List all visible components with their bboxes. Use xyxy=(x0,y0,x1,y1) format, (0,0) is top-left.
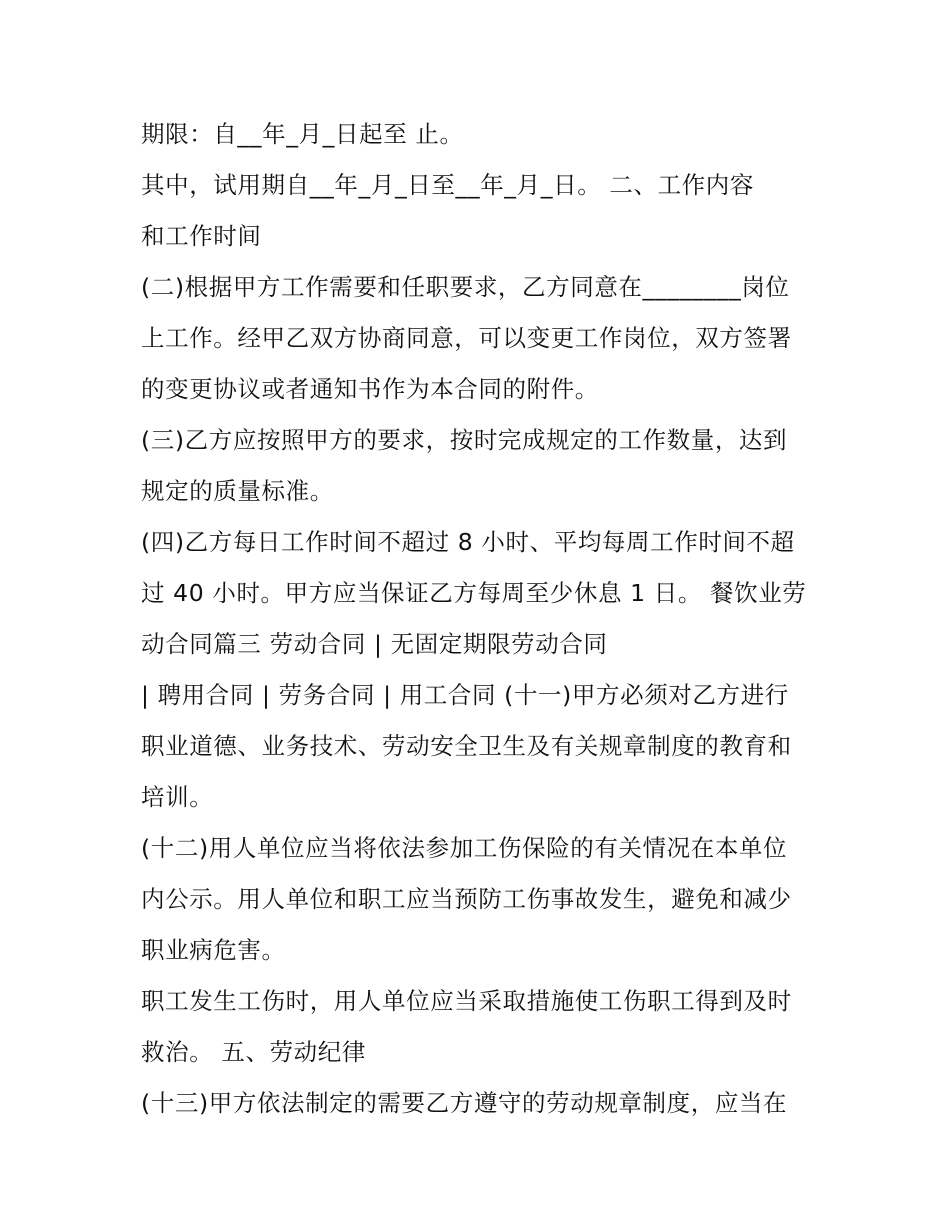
text-line: 和工作时间 xyxy=(141,222,262,250)
text-line: 救治。 五、劳动纪律 xyxy=(141,1038,366,1066)
text-line: | 聘用合同 | 劳务合同 | 用工合同 (十一)甲方必须对乙方进行 xyxy=(141,681,789,709)
text-line: 内公示。用人单位和职工应当预防工伤事故发生，避免和减少 xyxy=(141,885,792,913)
text-line: (十二)用人单位应当将依法参加工伤保险的有关情况在本单位 xyxy=(141,834,788,862)
text-line: 上工作。经甲乙双方协商同意，可以变更工作岗位，双方签署 xyxy=(141,324,792,352)
text-line: (三)乙方应按照甲方的要求，按时完成规定的工作数量，达到 xyxy=(141,426,788,454)
text-line: 职业道德、业务技术、劳动安全卫生及有关规章制度的教育和 xyxy=(141,732,792,760)
text-line: 的变更协议或者通知书作为本合同的附件。 xyxy=(141,375,599,403)
text-line: 职业病危害。 xyxy=(141,936,286,964)
text-line: 职工发生工伤时，用人单位应当采取措施使工伤职工得到及时 xyxy=(141,987,792,1015)
text-line: 动合同篇三 劳动合同 | 无固定期限劳动合同 xyxy=(141,630,608,658)
document-body xyxy=(141,109,821,1129)
text-line: 期限：自__年_月_日起至 止。 xyxy=(141,120,464,148)
text-line: 其中，试用期自__年_月_日至__年_月_日。 二、工作内容 xyxy=(141,171,754,199)
text-line: (四)乙方每日工作时间不超过 8 小时、平均每周工作时间不超 xyxy=(141,528,795,556)
text-line: 过 40 小时。甲方应当保证乙方每周至少休息 1 日。 餐饮业劳 xyxy=(141,579,807,607)
text-line: (二)根据甲方工作需要和任职要求，乙方同意在________岗位 xyxy=(141,273,790,301)
text-line: (十三)甲方依法制定的需要乙方遵守的劳动规章制度，应当在 xyxy=(141,1089,788,1117)
text-line: 培训。 xyxy=(141,783,214,811)
text-line: 规定的质量标准。 xyxy=(141,477,334,505)
